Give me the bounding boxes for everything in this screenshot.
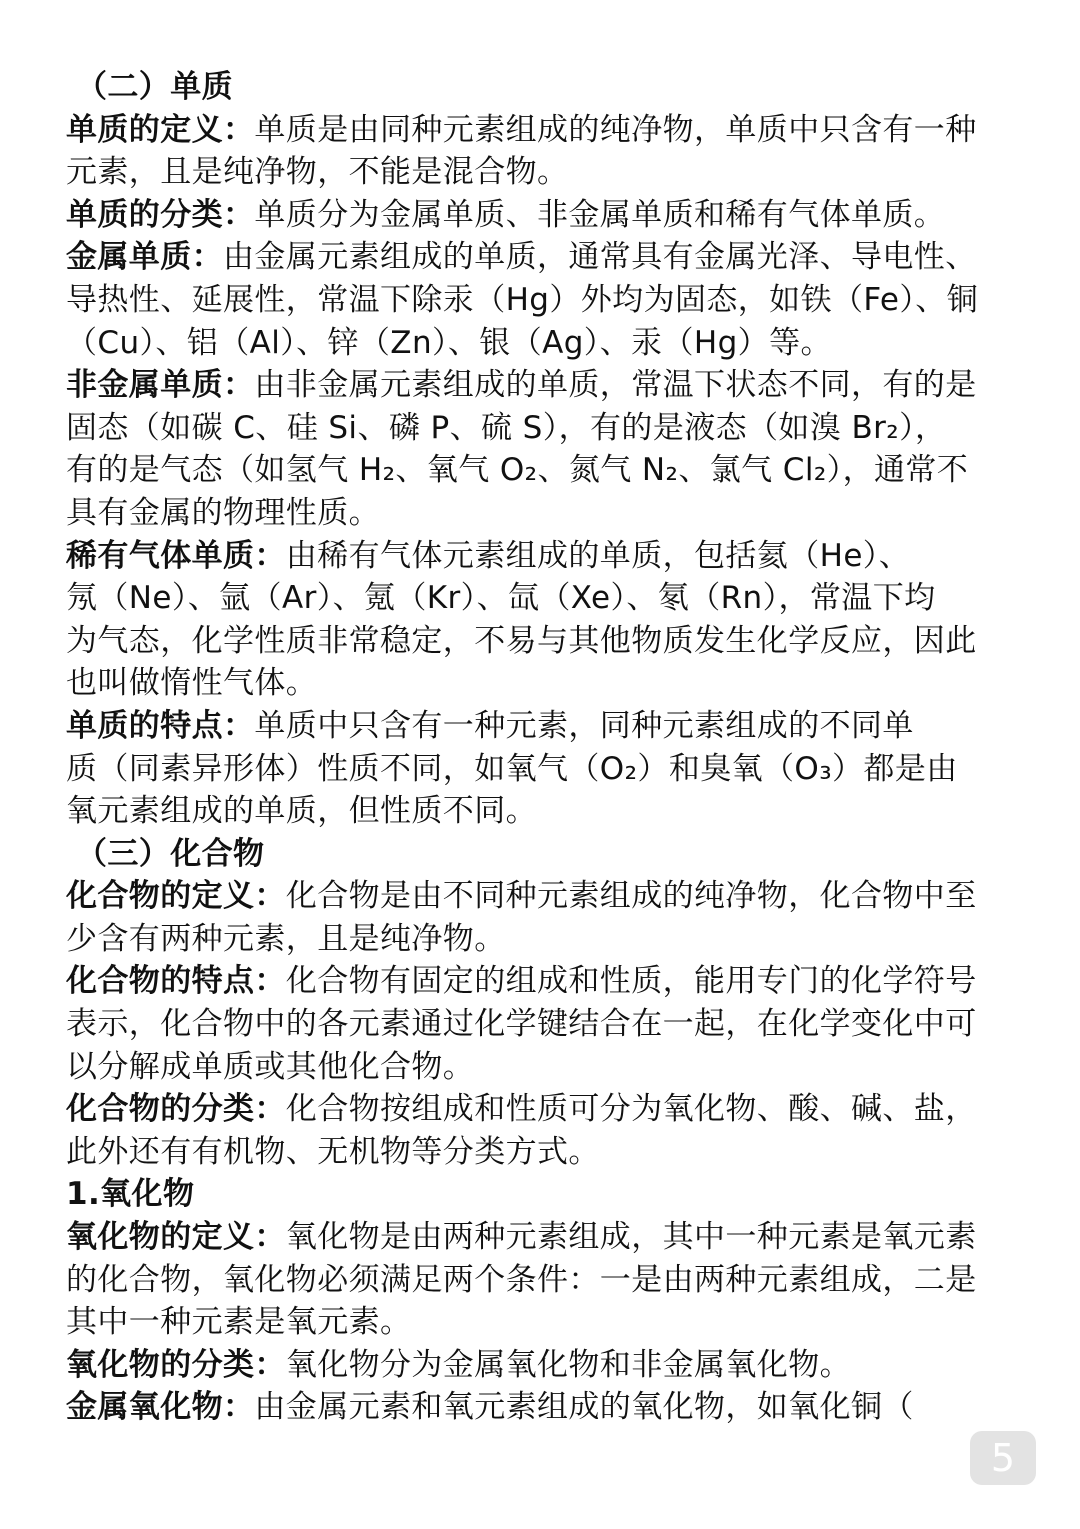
term-label: 氧化物的定义： — [66, 1219, 286, 1256]
section-heading: （二）单质 — [76, 69, 233, 105]
paragraph-line: 为气态，化学性质非常稳定，不易与其他物质发生化学反应，因此 — [66, 622, 977, 659]
paragraph-line: 以分解成单质或其他化合物。 — [66, 1048, 475, 1085]
paragraph-line: 此外还有有机物、无机物等分类方式。 — [66, 1133, 600, 1170]
sub-heading: 1.氧化物 — [66, 1176, 195, 1213]
paragraph-line: 的化合物，氧化物必须满足两个条件：一是由两种元素组成，二是 — [66, 1261, 977, 1298]
paragraph-text: 由非金属元素组成的单质，常温下状态不同，有的是 — [254, 367, 977, 404]
term-label: 氧化物的分类： — [66, 1346, 286, 1383]
term-label: 化合物的分类： — [66, 1091, 286, 1128]
paragraph-text: 单质分为金属单质、非金属单质和稀有气体单质。 — [254, 196, 946, 233]
paragraph-line — [66, 1216, 1024, 1259]
paragraph-line — [66, 1386, 1024, 1429]
term-label: 化合物的特点： — [66, 963, 286, 1000]
paragraph-line: 氧元素组成的单质，但性质不同。 — [66, 793, 537, 830]
paragraph-line: 少含有两种元素，且是纯净物。 — [66, 920, 506, 957]
paragraph-text: 由金属元素组成的单质，通常具有金属光泽、导电性、 — [223, 239, 977, 276]
paragraph-line: 其中一种元素是氧元素。 — [66, 1304, 412, 1341]
term-label: 金属氧化物： — [66, 1389, 255, 1426]
paragraph-line — [66, 705, 1024, 748]
paragraph-line: 固态（如碳 C、硅 Si、磷 P、硫 S），有的是液态（如溴 Br₂）， — [66, 409, 947, 446]
term-label: 金属单质： — [66, 239, 223, 276]
page-number-badge: 5 — [970, 1431, 1036, 1485]
paragraph-text: 化合物是由不同种元素组成的纯净物，化合物中至 — [285, 878, 977, 915]
term-label: 单质的分类： — [66, 196, 255, 233]
term-label: 化合物的定义： — [66, 878, 286, 915]
paragraph-line — [66, 535, 1024, 578]
paragraph-line: 也叫做惰性气体。 — [66, 665, 318, 702]
paragraph-text: 由稀有气体元素组成的单质，包括氦（He）、 — [285, 537, 911, 574]
paragraph-text: 氧化物是由两种元素组成，其中一种元素是氧元素 — [285, 1219, 977, 1256]
paragraph-line: 表示，化合物中的各元素通过化学键结合在一起，在化学变化中可 — [66, 1006, 977, 1043]
paragraph-line — [66, 1088, 1024, 1131]
paragraph-line: （Cu）、铝（Al）、锌（Zn）、银（Ag）、汞（Hg）等。 — [66, 324, 832, 361]
paragraph-text: 氧化物分为金属氧化物和非金属氧化物。 — [285, 1346, 852, 1383]
paragraph-line — [66, 875, 1024, 918]
paragraph-text: 单质中只含有一种元素，同种元素组成的不同单 — [254, 707, 914, 744]
paragraph-line — [66, 109, 1024, 152]
paragraph-line — [66, 194, 1024, 237]
term-label: 单质的定义： — [66, 111, 255, 148]
paragraph-line: 导热性、延展性，常温下除汞（Hg）外均为固态，如铁（Fe）、铜 — [66, 281, 979, 318]
paragraph-line: 有的是气态（如氢气 H₂、氧气 O₂、氮气 N₂、氯气 Cl₂），通常不 — [66, 452, 969, 489]
paragraph-line — [66, 960, 1024, 1003]
paragraph-line: 氖（Ne）、氩（Ar）、氪（Kr）、氙（Xe）、氡（Rn），常温下均 — [66, 580, 936, 617]
paragraph-text: 单质是由同种元素组成的纯净物，单质中只含有一种 — [254, 111, 977, 148]
document-page — [66, 66, 1024, 1429]
term-label: 单质的特点： — [66, 707, 255, 744]
term-label: 稀有气体单质： — [66, 537, 286, 574]
paragraph-text: 化合物按组成和性质可分为氧化物、酸、碱、盐， — [285, 1091, 977, 1128]
paragraph-line — [66, 236, 1024, 279]
paragraph-line: 质（同素异形体）性质不同，如氧气（O₂）和臭氧（O₃）都是由 — [66, 750, 958, 787]
paragraph-text: 化合物有固定的组成和性质，能用专门的化学符号 — [285, 963, 977, 1000]
paragraph-line: 元素，且是纯净物，不能是混合物。 — [66, 154, 569, 191]
section-heading: （三）化合物 — [76, 835, 265, 872]
paragraph-line: 具有金属的物理性质。 — [66, 494, 380, 531]
paragraph-line — [66, 1344, 1024, 1387]
paragraph-line — [66, 364, 1024, 407]
paragraph-text: 由金属元素和氧元素组成的氧化物，如氧化铜（ — [254, 1389, 914, 1426]
term-label: 非金属单质： — [66, 367, 255, 404]
